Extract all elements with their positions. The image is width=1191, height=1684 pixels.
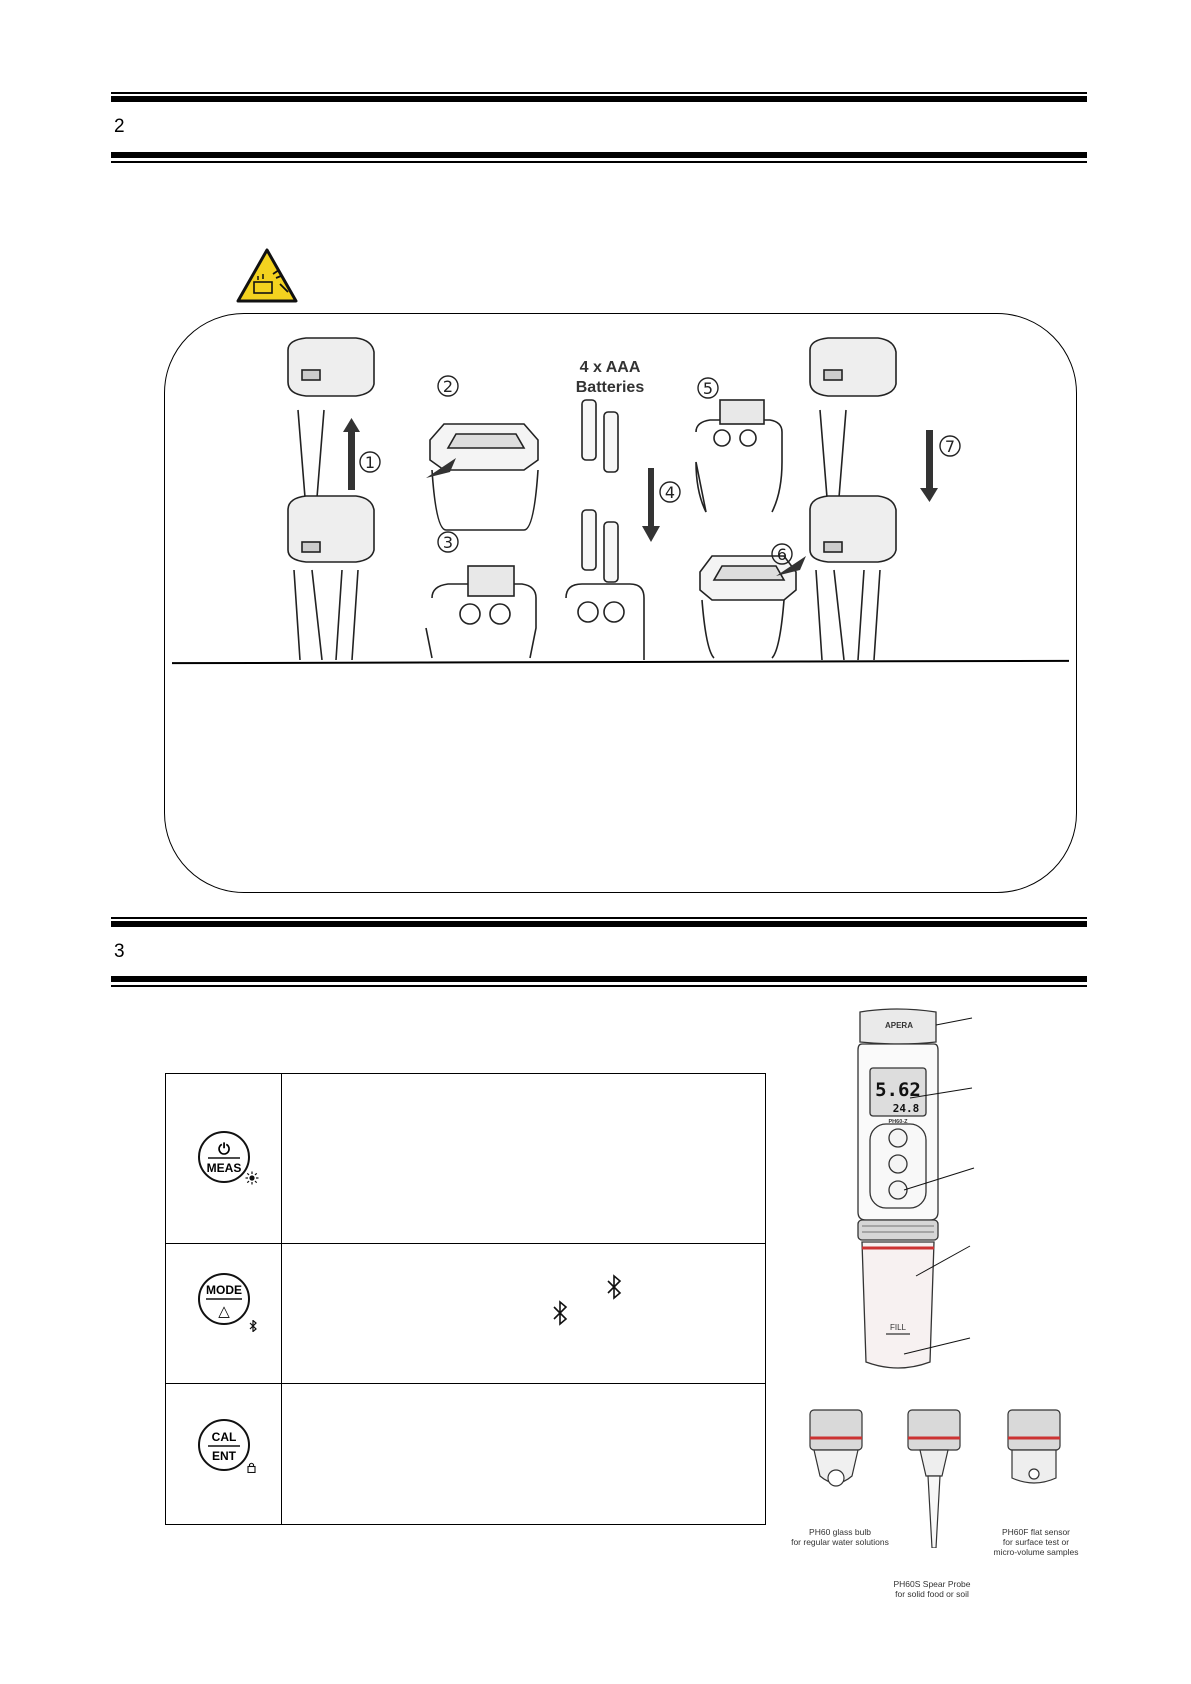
step-5-label: 5 <box>702 379 714 398</box>
probe-caption-line: PH60F flat sensor <box>1001 1527 1071 1537</box>
section-rule-top-thick <box>111 96 1087 102</box>
ent-button-label: ENT <box>212 1449 236 1463</box>
section-rule-bottom-thin <box>111 985 1087 987</box>
bluetooth-icon <box>552 1300 568 1326</box>
probe-caption-line: PH60 glass bulb <box>809 1527 871 1537</box>
table-divider <box>166 1383 765 1384</box>
mode-button <box>196 1272 256 1332</box>
meas-button-top: ⏻ <box>218 1140 230 1158</box>
battery-title-line2: Batteries <box>575 379 645 396</box>
probe-caption <box>872 1579 992 1599</box>
table-divider <box>281 1074 282 1524</box>
mode-button-triangle: △ <box>218 1302 230 1320</box>
section-rule-top-thick <box>111 921 1087 927</box>
probe-caption <box>976 1527 1096 1557</box>
bluetooth-icon <box>606 1274 622 1300</box>
probe-caption-line: for surface test or <box>1002 1537 1070 1547</box>
cal-button-label: CAL <box>211 1430 237 1444</box>
bluetooth-icon <box>249 1320 257 1332</box>
section-rule-top-thin <box>111 917 1087 919</box>
battery-title-line1: 4 x AAA <box>579 359 641 376</box>
section-number: 2 <box>114 116 125 137</box>
probe-caption-line: PH60S Spear Probe <box>893 1579 971 1589</box>
probe-caption-line: for regular water solutions <box>791 1537 889 1547</box>
step-1-label: 1 <box>364 453 376 472</box>
section-number: 3 <box>114 941 125 962</box>
meter-display-main: 5.62 <box>875 1079 921 1101</box>
step-3-label: 3 <box>442 533 454 552</box>
meter-brand: APERA <box>884 1021 914 1030</box>
step-2-label: 2 <box>442 377 454 396</box>
meter-model: PH60-Z <box>888 1119 908 1125</box>
step-6-label: 6 <box>776 545 788 564</box>
probe-caption <box>780 1527 900 1547</box>
step-7-label: 7 <box>944 437 956 456</box>
corrosive-warning-icon <box>236 248 298 304</box>
ph-meter-illustration <box>840 1008 1010 1378</box>
probe-caption-line: micro-volume samples <box>993 1547 1079 1557</box>
section-rule-bottom-thick <box>111 976 1087 982</box>
lock-icon <box>247 1462 256 1473</box>
section-rule-bottom-thick <box>111 152 1087 158</box>
section-rule-bottom-thin <box>111 161 1087 163</box>
meas-button-label: MEAS <box>206 1161 242 1175</box>
sun-icon <box>245 1171 259 1185</box>
section-rule-top-thin <box>111 92 1087 94</box>
meter-display-temp: 24.8 <box>892 1102 920 1115</box>
probe-caption-line: for solid food or soil <box>895 1589 969 1599</box>
table-divider <box>166 1243 765 1244</box>
mode-button-label: MODE <box>206 1283 242 1297</box>
battery-steps-illustration <box>270 330 970 660</box>
meter-fill-label: FILL <box>889 1323 907 1332</box>
step-4-label: 4 <box>664 483 676 502</box>
